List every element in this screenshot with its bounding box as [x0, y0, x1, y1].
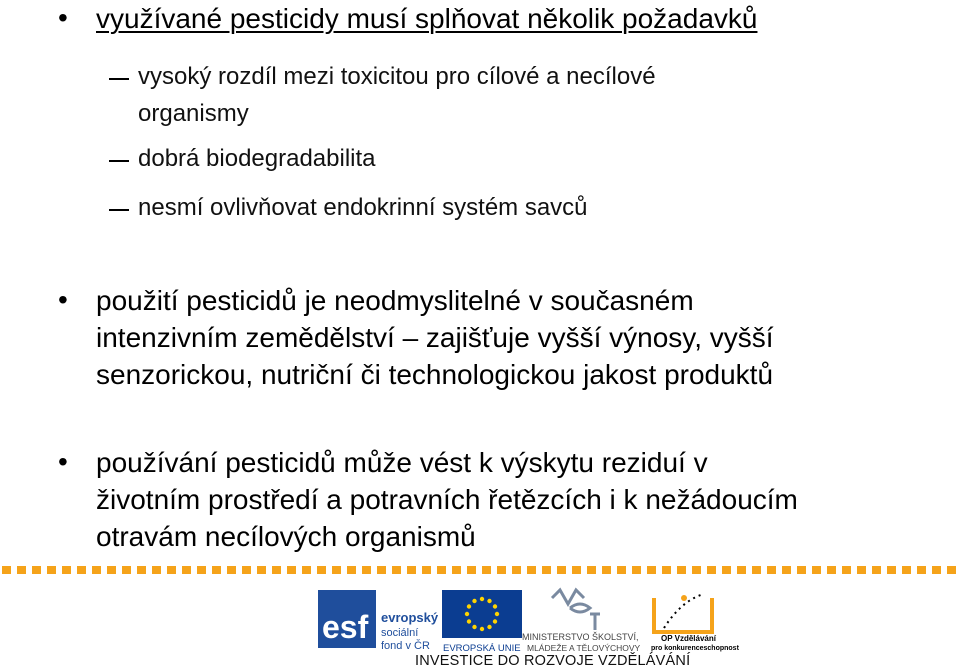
- eu-star: [472, 599, 476, 603]
- bullet-3-line2: životním prostředí a potravních řetězcích i k nežádoucím: [96, 484, 798, 515]
- separator-dash: [302, 566, 311, 574]
- separator-dash: [782, 566, 791, 574]
- separator-dash: [677, 566, 686, 574]
- bullet-2-line1: použití pesticidů je neodmyslitelné v současném: [96, 285, 694, 316]
- eu-star: [467, 619, 471, 623]
- msmt-logo: [522, 590, 641, 653]
- separator-dash: [17, 566, 26, 574]
- separator-dash: [257, 566, 266, 574]
- sub-item-1-line1: vysoký rozdíl mezi toxicitou pro cílové a necílové: [138, 63, 656, 90]
- eu-star: [480, 627, 484, 631]
- separator-dash: [347, 566, 356, 574]
- separator-dash: [662, 566, 671, 574]
- eu-star: [487, 599, 491, 603]
- dash-marker: [109, 209, 129, 211]
- separator-dash: [572, 566, 581, 574]
- separator-dash: [632, 566, 641, 574]
- bullet-2-line2: intenzivním zemědělství – zajišťuje vyšší výnosy, vyšší: [96, 322, 774, 353]
- separator-dash: [377, 566, 386, 574]
- sub-item-2: dobrá biodegradabilita: [138, 145, 376, 172]
- dash-marker: [109, 78, 129, 80]
- separator-dash: [887, 566, 896, 574]
- op-line2: pro konkurenceschopnost: [651, 645, 739, 652]
- sub-item-3: nesmí ovlivňovat endokrinní systém savců: [138, 194, 588, 221]
- eu-star: [480, 597, 484, 601]
- msmt-line2: MLÁDEŽE A TĚLOVÝCHOVY: [527, 643, 641, 653]
- eu-star: [487, 625, 491, 629]
- msmt-mark-t: [590, 614, 600, 630]
- separator-dash: [152, 566, 161, 574]
- separator-dash: [647, 566, 656, 574]
- separator-dash: [752, 566, 761, 574]
- separator-dash: [287, 566, 296, 574]
- separator-dash: [212, 566, 221, 574]
- bullet-2-line3: senzorickou, nutriční či technologickou jakost produktů: [96, 359, 774, 390]
- separator-dash: [542, 566, 551, 574]
- dash-marker: [109, 160, 129, 162]
- separator-dash: [77, 566, 86, 574]
- separator-dash: [317, 566, 326, 574]
- separator-dash: [167, 566, 176, 574]
- separator-dash: [197, 566, 206, 574]
- separator-dash: [362, 566, 371, 574]
- separator-dash: [62, 566, 71, 574]
- separator-dash: [932, 566, 941, 574]
- separator-dash: [947, 566, 956, 574]
- esf-logo: [318, 590, 439, 652]
- separator-dash: [242, 566, 251, 574]
- footer-caption: INVESTICE DO ROZVOJE VZDĚLÁVÁNÍ: [415, 653, 691, 669]
- separator-dash: [827, 566, 836, 574]
- eu-star: [472, 625, 476, 629]
- separator-dash: [872, 566, 881, 574]
- eu-star: [465, 612, 469, 616]
- separator-dash: [737, 566, 746, 574]
- separator-dash: [452, 566, 461, 574]
- separator-dash: [437, 566, 446, 574]
- separator-dash: [557, 566, 566, 574]
- footer-separator: [0, 566, 960, 574]
- separator-dash: [107, 566, 116, 574]
- msmt-mark-m: [552, 590, 584, 604]
- bullet-3-line1: používání pesticidů může vést k výskytu reziduí v: [96, 447, 708, 478]
- separator-dash: [797, 566, 806, 574]
- separator-dash: [617, 566, 626, 574]
- separator-dash: [857, 566, 866, 574]
- separator-dash: [467, 566, 476, 574]
- separator-dash: [92, 566, 101, 574]
- separator-dash: [47, 566, 56, 574]
- esf-mark: esf: [322, 609, 369, 645]
- separator-dash: [422, 566, 431, 574]
- separator-dash: [602, 566, 611, 574]
- separator-dash: [227, 566, 236, 574]
- eu-caption: EVROPSKÁ UNIE: [443, 643, 521, 654]
- bullet-1-text: využívané pesticidy musí splňovat několik požadavků: [96, 3, 758, 34]
- eu-star: [467, 604, 471, 608]
- eu-star: [493, 604, 497, 608]
- separator-dash: [767, 566, 776, 574]
- separator-dash: [707, 566, 716, 574]
- msmt-mark-s: [570, 604, 590, 612]
- msmt-line1: MINISTERSTVO ŠKOLSTVÍ,: [522, 632, 639, 642]
- separator-dash: [812, 566, 821, 574]
- separator-dash: [722, 566, 731, 574]
- separator-dash: [137, 566, 146, 574]
- esf-line2: sociální: [381, 627, 419, 639]
- separator-dash: [512, 566, 521, 574]
- bullet-marker: •: [58, 284, 68, 315]
- bullet-marker: •: [58, 2, 68, 33]
- separator-dash: [407, 566, 416, 574]
- separator-dash: [392, 566, 401, 574]
- esf-line3: fond v ČR: [381, 640, 430, 652]
- bullet-marker: •: [58, 446, 68, 477]
- separator-dash: [902, 566, 911, 574]
- op-dot: [681, 595, 687, 601]
- separator-dash: [527, 566, 536, 574]
- separator-dash: [332, 566, 341, 574]
- separator-dash: [842, 566, 851, 574]
- eu-flag-logo: [442, 590, 522, 654]
- separator-dash: [32, 566, 41, 574]
- bullet-3-line3: otravám necílových organismů: [96, 521, 476, 552]
- eu-star: [493, 619, 497, 623]
- separator-dash: [692, 566, 701, 574]
- op-logo: [651, 594, 740, 652]
- eu-star: [495, 612, 499, 616]
- separator-dash: [917, 566, 926, 574]
- separator-dash: [272, 566, 281, 574]
- separator-dash: [182, 566, 191, 574]
- separator-dash: [2, 566, 11, 574]
- op-frame: [654, 598, 712, 632]
- op-line1: OP Vzdělávání: [661, 634, 716, 643]
- separator-dash: [482, 566, 491, 574]
- separator-dash: [587, 566, 596, 574]
- sub-item-1-line2: organismy: [138, 100, 249, 127]
- separator-dash: [497, 566, 506, 574]
- separator-dash: [122, 566, 131, 574]
- esf-line1: evropský: [381, 610, 439, 625]
